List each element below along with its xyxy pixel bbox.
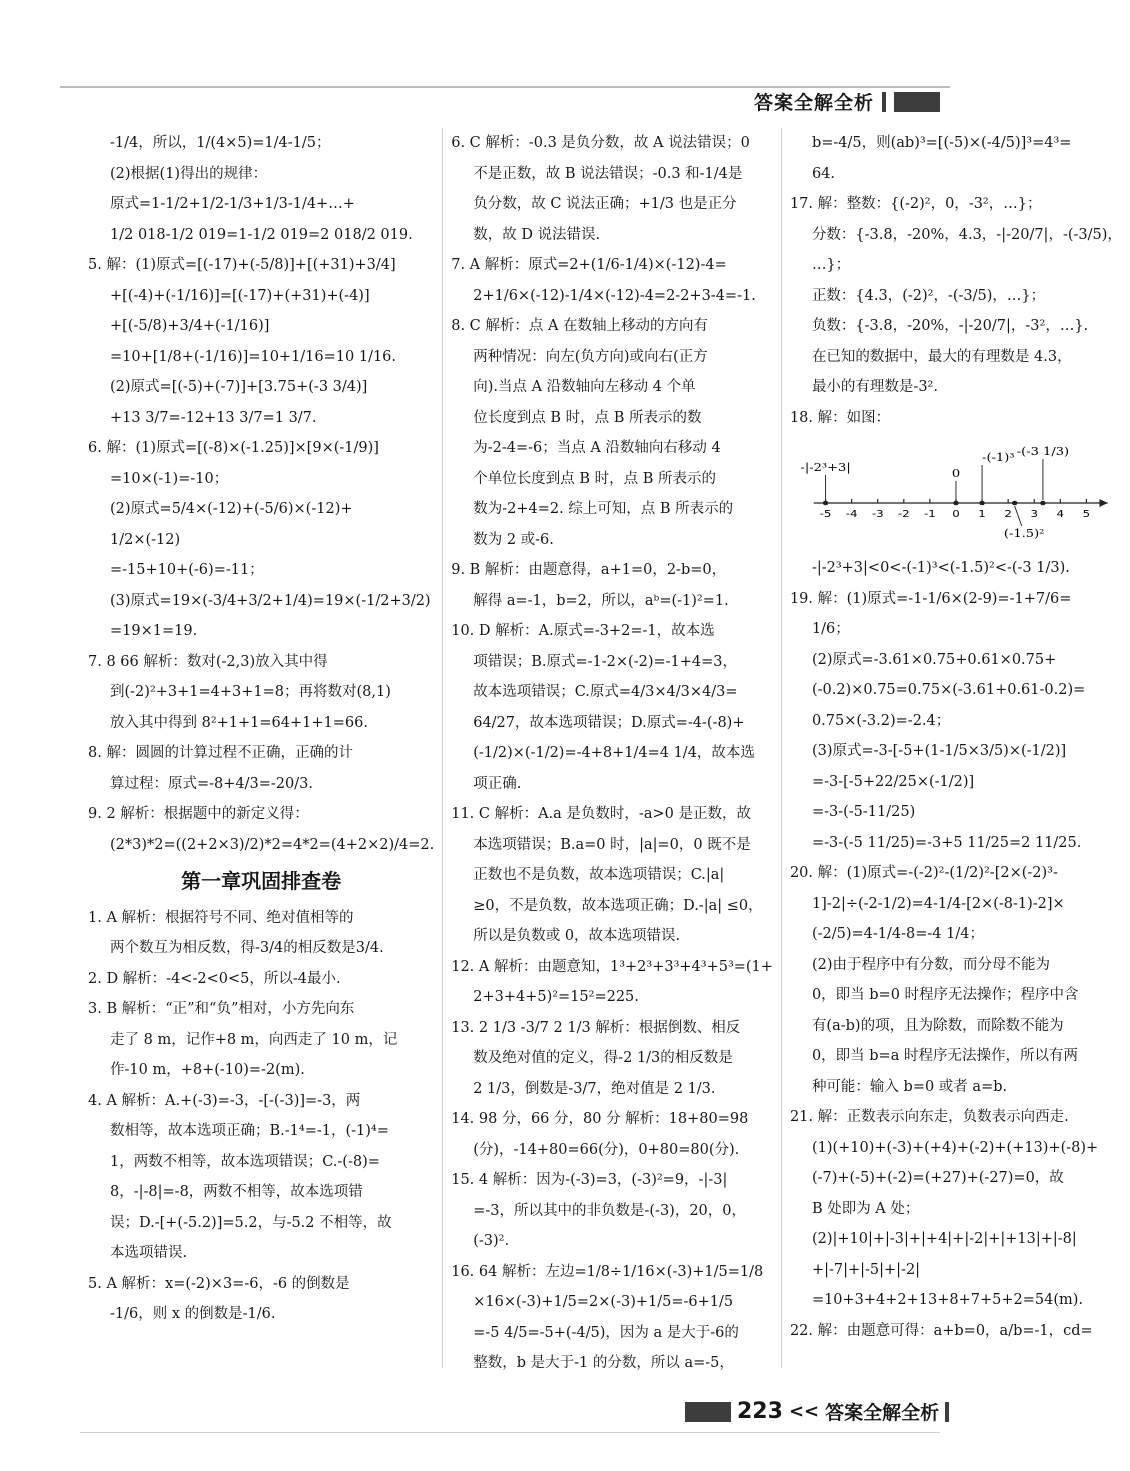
answer-line: 16. 64 解析：左边=1/8÷1/16×(-3)+1/5=1/8 [451, 1263, 764, 1280]
tick-label: -3 [871, 507, 884, 520]
answer-line: 走了 8 m，记作+8 m，向西走了 10 m，记 [110, 1031, 398, 1048]
answer-line: (2)|+10|+|-3|+|+4|+|-2|+|+13|+|-8| [811, 1231, 1077, 1247]
header-bar [894, 92, 940, 112]
answer-line: 7. 8 66 解析：数对(-2,3)放入其中得 [88, 653, 328, 670]
tick-label: -4 [845, 507, 858, 520]
answer-line: 负分数，故 C 说法正确；+1/3 也是正分 [473, 196, 737, 212]
answer-line: b=-4/5，则(ab)³=[(-5)×(-4/5)]³=4³= [811, 135, 1072, 151]
answer-columns [80, 128, 1122, 1371]
answer-line: 8，-|-8|=-8，两数不相等，故本选项错 [110, 1184, 363, 1200]
point-label-e: (-1.5)² [1003, 526, 1045, 540]
answer-line: 0，即当 b=0 时程序无法操作；程序中含 [811, 987, 1079, 1003]
point-b [953, 501, 958, 506]
answer-line: (3)原式=-3-[-5+(1-1/5×3/5)×(-1/2)] [811, 743, 1067, 759]
answer-line: 放入其中得到 8²+1+1=64+1+1=66. [110, 714, 368, 731]
answer-line: 2+1/6×(-12)-1/4×(-12)-4=2-2+3-4=-1. [473, 287, 756, 304]
answer-line: 2 1/3，倒数是-3/7，绝对值是 2 1/3. [473, 1080, 716, 1097]
answer-line: 14. 98 分，66 分，80 分 解析：18+80=98 [451, 1111, 749, 1127]
tick-label: 5 [1082, 507, 1091, 520]
footer-arrow: << [788, 1401, 820, 1422]
answer-line: 项错误；B.原式=-1-2×(-2)=-1+4=3， [473, 653, 737, 670]
column-1 [80, 128, 442, 1368]
bottom-rule [80, 1432, 940, 1433]
page-footer [685, 1398, 949, 1425]
answer-line: 64. [811, 165, 835, 182]
answer-line: 到(-2)²+3+1=4+3+1=8；再将数对(8,1) [110, 684, 391, 700]
answer-line: 2+3+4+5)²=15²=225. [473, 989, 639, 1005]
page-number: 223 [737, 1399, 783, 1424]
answer-line: 为-2-4=-6；当点 A 沿数轴向右移动 4 [473, 440, 721, 456]
answer-line: 17. 解：整数：{(-2)²，0，-3²，…}； [789, 196, 1042, 212]
answer-line: 解得 a=-1，b=2，所以，aᵇ=(-1)²=1. [473, 592, 729, 609]
axis-arrow [1099, 499, 1107, 507]
answer-line: 分数：{-3.8，-20%，4.3，-|-20/7|，-(-3/5)， [811, 226, 1122, 243]
answer-line: 种可能：输入 b=0 或者 a=b. [811, 1078, 1008, 1095]
point-leader-e [1015, 506, 1022, 526]
answer-line: 本选项错误. [110, 1245, 188, 1261]
answer-line: +|-7|+|-5|+|-2| [811, 1261, 921, 1278]
answer-line: 数，故 D 说法错误. [473, 226, 601, 243]
answer-line: B 处即为 A 处； [811, 1200, 920, 1217]
answer-line: =-3-(-5 11/25)=-3+5 11/25=2 11/25. [811, 834, 1082, 851]
answer-line: (2*3)*2=((2+2×3)/2)*2=4*2=(4+2×2)/4=2. [110, 836, 435, 853]
answer-line: 9. B 解析：由题意得，a+1=0，2-b=0， [451, 562, 727, 578]
point-label-a: -|-2³+3| [800, 460, 851, 474]
answer-line: 0.75×(-3.2)=-2.4； [811, 712, 951, 729]
point-c [979, 501, 984, 506]
point-label-b: 0 [951, 466, 961, 480]
answer-line: 4. A 解析：A.+(-3)=-3，-[-(-3)]=-3，两 [88, 1092, 361, 1109]
answer-line: 数及绝对值的定义，得-2 1/3的相反数是 [473, 1050, 733, 1066]
answer-line: 6. 解：(1)原式=[(-8)×(-1.25)]×[9×(-1/9)] [88, 440, 379, 456]
tick-label: -2 [897, 507, 910, 520]
answer-line: +13 3/7=-12+13 3/7=1 3/7. [110, 409, 317, 426]
answer-line: 22. 解：由题意可得：a+b=0，a/b=-1，cd= [789, 1322, 1093, 1339]
answer-line: (2)由于程序中有分数，而分母不能为 [811, 956, 1050, 973]
page-header [754, 88, 940, 115]
answer-line: 12. A 解析：由题意知，1³+2³+3³+4³+5³=(1+ [451, 958, 773, 975]
tick-label: -1 [923, 507, 936, 520]
answer-line: 11. C 解析：A.a 是负数时，-a>0 是正数，故 [451, 806, 751, 822]
answer-line: 7. A 解析：原式=2+(1/6-1/4)×(-12)-4= [451, 257, 727, 273]
answer-line: -1/4，所以，1/(4×5)=1/4-1/5； [110, 135, 331, 151]
tick-label: 0 [952, 507, 960, 520]
answer-line: =-5 4/5=-5+(-4/5)，因为 a 是大于-6的 [473, 1324, 739, 1341]
answer-line: 两种情况：向左(负方向)或向右(正方 [473, 348, 708, 365]
answer-line: (2)原式=[(-5)+(-7)]+[3.75+(-3 3/4)] [110, 379, 368, 395]
answer-line: 3. B 解析：“正”和“负”相对，小方先向东 [88, 1001, 355, 1017]
answer-line: 故本选项错误；C.原式=4/3×4/3×4/3= [473, 684, 738, 700]
answer-line: =10+3+4+2+13+8+7+5+2=54(m). [811, 1292, 1084, 1308]
answer-line: =-3-(-5-11/25) [811, 804, 916, 820]
answer-line: =10+[1/8+(-1/16)]=10+1/16=10 1/16. [110, 348, 397, 365]
answer-line: =-3-[-5+22/25×(-1/2)] [811, 773, 975, 790]
answer-line: 项正确. [473, 775, 522, 792]
answer-line: 所以是负数或 0，故本选项错误. [473, 928, 681, 944]
answer-line: …}； [811, 257, 851, 273]
answer-line: (2)原式=5/4×(-12)+(-5/6)×(-12)+ [110, 501, 353, 517]
answer-line: 8. 解：圆圆的计算过程不正确，正确的计 [88, 745, 353, 761]
answer-line: 在已知的数据中，最大的有理数是 4.3， [811, 348, 1072, 365]
answer-line: 18. 解：如图： [789, 409, 891, 426]
answer-line: ×16×(-3)+1/5=2×(-3)+1/5=-6+1/5 [473, 1294, 734, 1310]
point-label-c: -(-1)³ [981, 450, 1015, 464]
answer-line: 作-10 m，+8+(-10)=-2(m). [110, 1062, 305, 1078]
answer-line: 21. 解：正数表示向东走，负数表示向西走. [789, 1109, 1069, 1125]
point-a [823, 501, 828, 506]
answer-line: 负数：{-3.8，-20%，-|-20/7|，-3²，…}. [811, 318, 1089, 334]
answer-line: 5. 解：(1)原式=[(-17)+(-5/8)]+[(+31)+3/4] [88, 257, 396, 273]
answer-line: 个单位长度到点 B 时，点 B 所表示的 [473, 470, 716, 487]
answer-line: 1，两数不相等，故本选项错误；C.-(-8)= [110, 1153, 380, 1170]
point-e [1012, 501, 1017, 506]
number-line-svg [790, 433, 1122, 553]
section-title: 第一章巩固排查卷 [181, 869, 342, 893]
answer-line: =10×(-1)=-10； [110, 470, 229, 487]
answer-line: 位长度到点 B 时，点 B 所表示的数 [473, 409, 702, 426]
header-title: 答案全解全析 [753, 92, 874, 114]
answer-line: 2. D 解析：-4<-2<0<5，所以-4最小. [88, 970, 341, 987]
answer-line: 整数，b 是大于-1 的分数，所以 a=-5， [473, 1355, 734, 1371]
answer-line: -1/6，则 x 的倒数是-1/6. [110, 1306, 276, 1322]
answer-line: 1]-2|÷(-2-1/2)=4-1/4-[2×(-8-1)-2]× [811, 895, 1065, 912]
answer-line: 9. 2 解析：根据题中的新定义得： [88, 806, 309, 822]
answer-line: 最小的有理数是-3². [811, 379, 938, 395]
column-2 [442, 128, 781, 1371]
answer-line: (分)，-14+80=66(分)，0+80=80(分). [473, 1141, 740, 1158]
answer-line: 1. A 解析：根据符号不同、绝对值相等的 [88, 909, 354, 926]
answer-line: 0，即当 b=a 时程序无法操作，所以有两 [811, 1048, 1078, 1064]
answer-line: 19. 解：(1)原式=-1-1/6×(2-9)=-1+7/6= [789, 590, 1072, 607]
tick-label: -5 [819, 507, 832, 520]
footer-bar [685, 1402, 731, 1422]
answer-line: (2)原式=-3.61×0.75+0.61×0.75+ [811, 651, 1057, 668]
footer-tick [945, 1402, 949, 1422]
answer-line: 算过程：原式=-8+4/3=-20/3. [110, 775, 313, 792]
footer-title: 答案全解全析 [825, 1402, 940, 1424]
header-tick [882, 92, 886, 112]
answer-line: =19×1=19. [110, 623, 198, 639]
answer-line: 64/27，故本选项错误；D.原式=-4-(-8)+ [473, 714, 745, 731]
answer-line: =-3，所以其中的非负数是-(-3)，20，0， [473, 1202, 747, 1219]
answer-line: 两个数互为相反数，得-3/4的相反数是3/4. [110, 940, 384, 956]
tick-label: 2 [1004, 507, 1012, 520]
answer-line: +[(-5/8)+3/4+(-1/16)] [110, 318, 270, 334]
answer-line: 误；D.-[+(-5.2)]=5.2，与-5.2 不相等，故 [110, 1214, 392, 1231]
tick-label: 4 [1056, 507, 1065, 520]
answer-line: 10. D 解析：A.原式=-3+2=-1，故本选 [451, 623, 715, 639]
point-label-d: -(-3 1/3) [1016, 444, 1070, 458]
tick-label: 1 [978, 507, 986, 520]
answer-line: -|-2³+3|<0<-(-1)³<(-1.5)²<-(-3 1/3). [811, 560, 1070, 576]
answer-line: (-7)+(-5)+(-2)=(+27)+(-27)=0，故 [811, 1170, 1064, 1186]
answer-line: 正数也不是负数，故本选项错误；C.|a| [473, 867, 725, 883]
answer-line: 20. 解：(1)原式=-(-2)²-(1/2)²-[2×(-2)³- [789, 865, 1058, 881]
answer-line: +[(-4)+(-1/16)]=[(-17)+(+31)+(-4)] [110, 287, 370, 304]
answer-line: (-0.2)×0.75=0.75×(-3.61+0.61-0.2)= [811, 682, 1086, 698]
answer-line: 向).当点 A 沿数轴向左移动 4 个单 [473, 379, 696, 395]
answer-line: 1/6； [811, 621, 850, 637]
answer-line: 正数：{4.3，(-2)²，-(-3/5)，…}； [811, 287, 1046, 304]
answer-line: 数为-2+4=2. 综上可知，点 B 所表示的 [473, 501, 734, 517]
point-d [1040, 501, 1045, 506]
answer-line: 数相等，故本选项正确；B.-1⁴=-1，(-1)⁴= [110, 1123, 389, 1139]
answer-line: (-3)². [473, 1233, 510, 1249]
answer-line: (-2/5)=4-1/4-8=-4 1/4； [811, 926, 984, 942]
answer-line: (1)(+10)+(-3)+(+4)+(-2)+(+13)+(-8)+ [811, 1139, 1099, 1156]
answer-line: 15. 4 解析：因为-(-3)=3，(-3)²=9，-|-3| [451, 1172, 728, 1188]
answer-line: (2)根据(1)得出的规律： [110, 165, 268, 182]
answer-line: 数为 2 或-6. [473, 531, 554, 548]
answer-line: 原式=1-1/2+1/2-1/3+1/3-1/4+…+ [110, 196, 355, 212]
answer-line: 不是正数，故 B 说法错误；-0.3 和-1/4是 [473, 165, 743, 182]
answer-line: 1/2 018-1/2 019=1-1/2 019=2 018/2 019. [110, 226, 413, 243]
answer-line: (-1/2)×(-1/2)=-4+8+1/4=4 1/4，故本选 [473, 745, 755, 761]
answer-line: ≥0，不是负数，故本选项正确；D.-|a| ≤0， [473, 897, 763, 914]
answer-line: 5. A 解析：x=(-2)×3=-6，-6 的倒数是 [88, 1275, 350, 1292]
tick-label: 3 [1030, 507, 1038, 520]
answer-line: (3)原式=19×(-3/4+3/2+1/4)=19×(-1/2+3/2) [110, 592, 431, 609]
number-line-figure [790, 433, 1122, 553]
answer-line: 6. C 解析：-0.3 是负分数，故 A 说法错误；0 [451, 135, 750, 151]
answer-line: 有(a-b)的项，且为除数，而除数不能为 [811, 1017, 1064, 1034]
answer-line: 13. 2 1/3 -3/7 2 1/3 解析：根据倒数、相反 [451, 1019, 741, 1036]
column-3 [781, 128, 1130, 1368]
answer-line: =-15+10+(-6)=-11； [110, 562, 264, 578]
answer-line: 1/2×(-12) [110, 531, 181, 548]
answer-line: 本选项错误；B.a=0 时，|a|=0，0 既不是 [473, 836, 751, 853]
answer-line: 8. C 解析：点 A 在数轴上移动的方向有 [451, 318, 709, 334]
